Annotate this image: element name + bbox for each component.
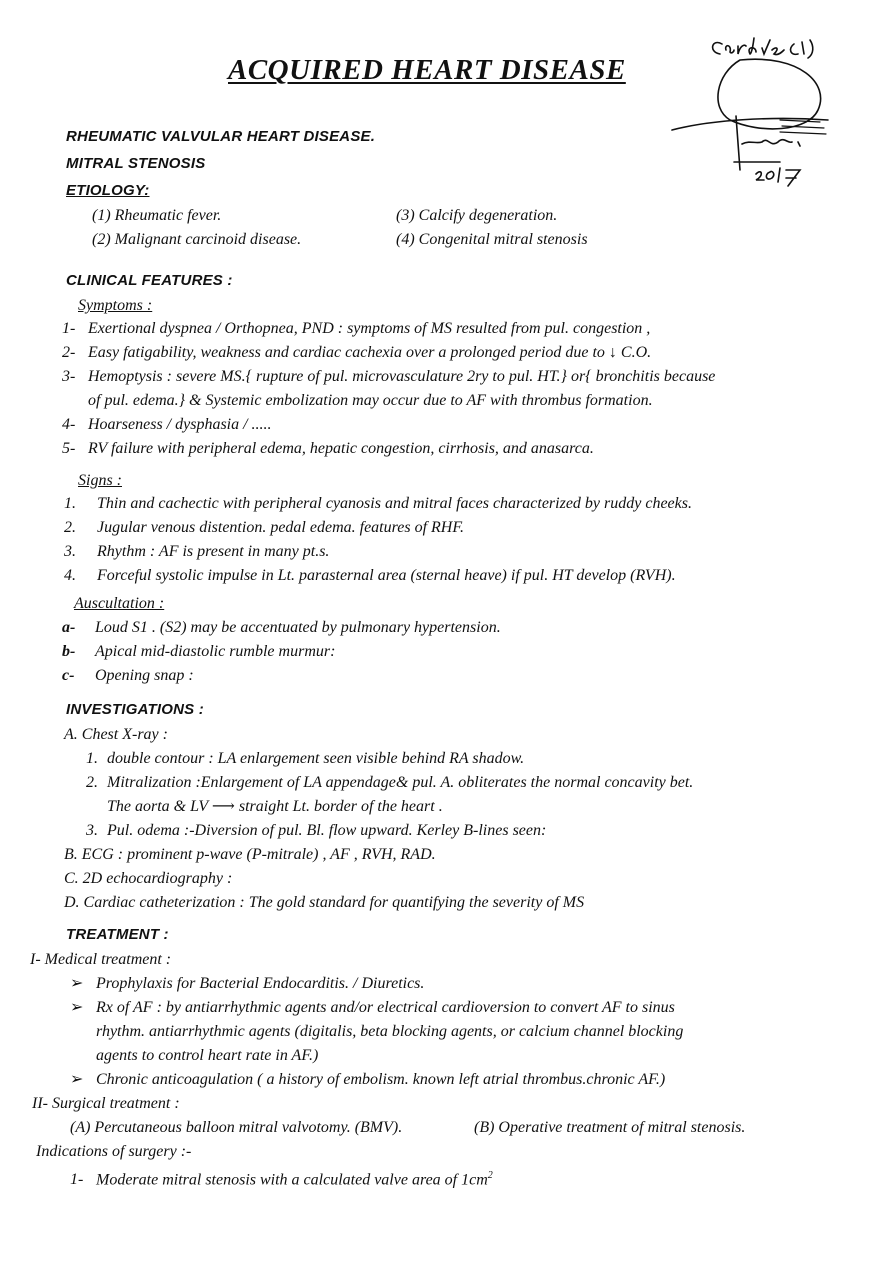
sign-item: [64, 566, 676, 585]
auscultation-text: Opening snap :: [95, 667, 194, 684]
sign-item: [64, 542, 329, 561]
bullet-arrow-icon: ➢: [70, 1071, 84, 1088]
symptom-text: Hemoptysis : severe MS.{ rupture of pul. microvasculature 2ry to pul. HT.} or{ bronchitis because: [88, 368, 716, 385]
symptom-number: 4-: [62, 416, 76, 433]
sign-number: 1.: [64, 495, 76, 512]
surgical-option-bmv: (A) Percutaneous balloon mitral valvotomy. (BMV).: [70, 1119, 403, 1136]
xray-text: The aorta & LV ⟶ straight Lt. border of the heart .: [107, 798, 443, 815]
bullet-arrow-icon: ➢: [70, 999, 84, 1016]
symptom-text: Exertional dyspnea / Orthopnea, PND : symptoms of MS resulted from pul. congestion ,: [88, 320, 651, 337]
heading-investigations: INVESTIGATIONS :: [66, 701, 204, 718]
medical-text: Rx of AF : by antiarrhythmic agents and/or electrical cardioversion to convert AF to sinus: [96, 999, 675, 1016]
etiology-item: (4) Congenital mitral stenosis: [396, 231, 588, 248]
heading-rheumatic: RHEUMATIC VALVULAR HEART DISEASE.: [66, 128, 376, 145]
heading-etiology: ETIOLOGY:: [66, 182, 150, 199]
indication-item: [70, 1166, 493, 1189]
xray-item: [86, 773, 693, 792]
sign-text: Jugular venous distention. pedal edema. features of RHF.: [97, 519, 465, 536]
symptom-number: 3-: [62, 368, 76, 385]
surgical-treatment-heading: II- Surgical treatment :: [32, 1095, 180, 1112]
investigation-echo: C. 2D echocardiography :: [64, 870, 233, 887]
indication-number: 1-: [70, 1171, 84, 1189]
medical-text-continued: agents to control heart rate in AF.): [96, 1047, 319, 1064]
auscultation-letter: b-: [62, 643, 76, 660]
sign-number: 3.: [64, 543, 76, 560]
symptom-number: 2-: [62, 344, 76, 361]
xray-text: Mitralization :Enlargement of LA appendage& pul. A. obliterates the normal concavity bet.: [107, 774, 694, 791]
xray-number: 1.: [86, 750, 98, 767]
medical-item: [70, 998, 675, 1017]
heading-mitral-stenosis: MITRAL STENOSIS: [66, 155, 206, 172]
sign-item: [64, 518, 464, 537]
investigation-chest-xray: A. Chest X-ray :: [64, 726, 168, 743]
xray-text: Pul. odema :-Diversion of pul. Bl. flow upward. Kerley B-lines seen:: [107, 822, 547, 839]
xray-item: [86, 749, 524, 768]
bullet-arrow-icon: ➢: [70, 975, 84, 992]
signature-drawing: [660, 24, 840, 194]
indications-heading: Indications of surgery :-: [36, 1143, 192, 1160]
sign-text: Thin and cachectic with peripheral cyanosis and mitral faces characterized by ruddy cheeks.: [97, 495, 692, 512]
investigation-ecg: B. ECG : prominent p-wave (P-mitrale) , AF , RVH, RAD.: [64, 846, 436, 863]
medical-text-continued: rhythm. antiarrhythmic agents (digitalis, beta blocking agents, or calcium channel blocking: [96, 1023, 684, 1040]
auscultation-item: [62, 618, 501, 637]
medical-item: [70, 1070, 665, 1089]
symptom-item: [62, 319, 650, 338]
xray-item: [86, 797, 443, 816]
auscultation-letter: a-: [62, 619, 76, 636]
heading-treatment: TREATMENT :: [66, 926, 169, 943]
page-title: ACQUIRED HEART DISEASE: [228, 54, 626, 86]
auscultation-letter: c-: [62, 667, 75, 684]
etiology-item: (2) Malignant carcinoid disease.: [92, 231, 302, 248]
sign-text: Forceful systolic impulse in Lt. parasternal area (sternal heave) if pul. HT develop (RVH).: [97, 567, 676, 584]
investigation-catheterization: D. Cardiac catheterization : The gold standard for quantifying the severity of MS: [64, 894, 585, 911]
medical-text: Prophylaxis for Bacterial Endocarditis. / Diuretics.: [96, 975, 425, 992]
medical-text: Chronic anticoagulation ( a history of embolism. known left atrial thrombus.chronic AF.): [96, 1071, 666, 1088]
etiology-item: (3) Calcify degeneration.: [396, 207, 558, 224]
xray-number: 2.: [86, 774, 98, 791]
sign-number: 4.: [64, 567, 76, 584]
medical-treatment-heading: I- Medical treatment :: [30, 951, 172, 968]
sign-number: 2.: [64, 519, 76, 536]
symptom-item: [62, 367, 715, 386]
etiology-item: (1) Rheumatic fever.: [92, 207, 222, 224]
auscultation-text: Apical mid-diastolic rumble murmur:: [95, 643, 336, 660]
medical-item: [70, 974, 424, 993]
xray-number: 3.: [86, 822, 98, 839]
symptom-text: of pul. edema.} & Systemic embolization may occur due to AF with thrombus formation.: [88, 392, 653, 409]
heading-symptoms: Symptoms :: [78, 297, 153, 314]
indication-text: Moderate mitral stenosis with a calculated valve area of 1cm: [96, 1171, 488, 1189]
surgical-option-operative: (B) Operative treatment of mitral stenosis.: [474, 1119, 746, 1136]
symptom-text: Easy fatigability, weakness and cardiac cachexia over a prolonged period due to ↓ C.O.: [88, 344, 652, 361]
symptom-item: [62, 415, 272, 434]
heading-signs: Signs :: [78, 472, 122, 489]
sign-item: [64, 494, 692, 513]
symptom-text: RV failure with peripheral edema, hepatic congestion, cirrhosis, and anasarca.: [88, 440, 594, 457]
auscultation-text: Loud S1 . (S2) may be accentuated by pulmonary hypertension.: [95, 619, 501, 636]
symptom-number: 1-: [62, 320, 76, 337]
sign-text: Rhythm : AF is present in many pt.s.: [97, 543, 330, 560]
indication-superscript: 2: [487, 1170, 493, 1181]
symptom-item: [62, 343, 651, 362]
auscultation-item: [62, 666, 194, 685]
symptom-item: [62, 439, 594, 458]
auscultation-item: [62, 642, 335, 661]
handwritten-signature: [660, 24, 840, 194]
symptom-item: [62, 391, 653, 410]
heading-auscultation: Auscultation :: [74, 595, 165, 612]
xray-text: double contour : LA enlargement seen visible behind RA shadow.: [107, 750, 525, 767]
symptom-number: 5-: [62, 440, 76, 457]
symptom-text: Hoarseness / dysphasia / .....: [88, 416, 272, 433]
xray-item: [86, 821, 546, 840]
heading-clinical-features: CLINICAL FEATURES :: [66, 272, 233, 289]
